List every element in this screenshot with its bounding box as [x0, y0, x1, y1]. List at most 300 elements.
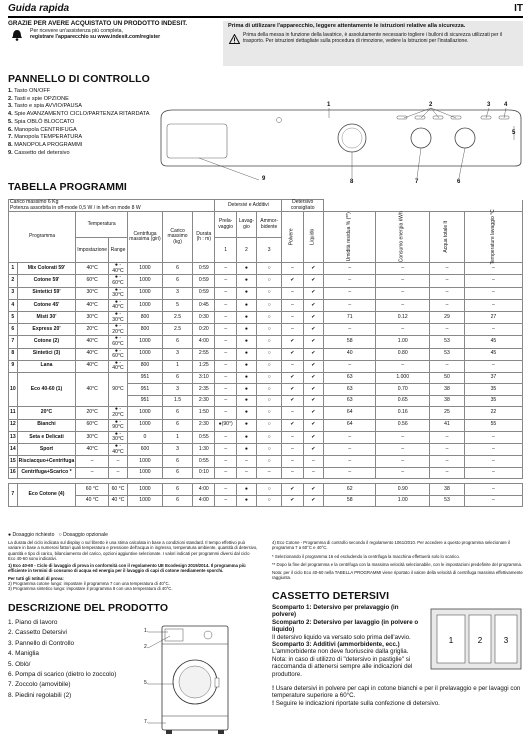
table-row [9, 311, 523, 323]
table-cell: 40°C [76, 263, 109, 275]
table-cell: ○ [256, 287, 281, 299]
table-cell: 0:55 [193, 431, 215, 443]
callout-3: 3 [487, 102, 491, 108]
table-cell: – [464, 495, 522, 507]
table-cell: 2:55 [193, 348, 215, 360]
table-cell: 30°C [76, 431, 109, 443]
table-cell: ● [236, 484, 256, 496]
table-cell: 38 [430, 484, 465, 496]
header-energy: Consumo energia kWh [376, 212, 430, 263]
table-cell: – [376, 275, 430, 287]
registration-title: GRAZIE PER AVERE ACQUISTATO UN PRODOTTO INDESIT. [8, 20, 188, 27]
table-cell: ○ [256, 484, 281, 496]
list-item: 5. Spia OBLÒ BLOCCATO [8, 118, 75, 125]
table-cell: – [282, 431, 303, 443]
table-cell: 6 [163, 495, 193, 507]
header-comp-1: 1 [215, 238, 236, 263]
header-range: Range [109, 238, 128, 263]
table-cell: 0:45 [193, 299, 215, 311]
table-cell: ● - 40°C [109, 360, 128, 372]
table-cell: 1000 [127, 419, 162, 431]
table-cell: 60°C [76, 275, 109, 287]
program-number: 9 [9, 360, 18, 372]
drawer-tablet-note: Nota: in caso di utilizzo di "detersivo in pastiglie" si raccomanda di attenersi sempre alle indicazioni del produttore. [272, 655, 413, 678]
table-cell: 0:59 [193, 275, 215, 287]
program-number: 16 [9, 467, 18, 479]
table-cell: 6 [163, 372, 193, 384]
table-cell: – [76, 467, 109, 479]
table-cell: – [215, 311, 236, 323]
table-cell: ○ [256, 360, 281, 372]
table-cell: ✔ [303, 275, 323, 287]
table-cell: – [215, 348, 236, 360]
program-name: Eco 40-60 (1) [17, 372, 76, 407]
table-cell: 1000 [127, 467, 162, 479]
table-cell: 62 [324, 484, 376, 496]
table-cell: – [282, 287, 303, 299]
table-cell: ✔ [303, 431, 323, 443]
table-cell: 3:10 [193, 372, 215, 384]
safety-notice-body: Prima della messa in funzione della lavatrice, è assolutamente necessario togliere i bulloni di sicurezza utilizzati per il trasporto. Per istruzioni dettagliate sulla procedura di rimozione, vedere la Istruzioni per l'installazione. [243, 32, 503, 45]
table-cell: 3 [163, 287, 193, 299]
table-cell: 38 [430, 384, 465, 396]
program-number: 2 [9, 275, 18, 287]
table-cell: – [324, 360, 376, 372]
table-cell: 63 [324, 395, 376, 407]
table-cell: – [215, 407, 236, 419]
header-temperature: Temperatura [76, 212, 128, 238]
illus-callout-1: 1. [144, 628, 149, 634]
program-number: 12 [9, 419, 18, 431]
table-cell: – [376, 456, 430, 468]
table-cell: ● [236, 324, 256, 336]
table-cell: 30°C [76, 311, 109, 323]
table-cell: – [324, 443, 376, 455]
svg-text:1: 1 [448, 636, 454, 645]
table-cell: ✔ [303, 336, 323, 348]
table-cell: 0.70 [376, 384, 430, 396]
table-cell: – [324, 324, 376, 336]
table-cell: ● - 40°C [109, 263, 128, 275]
caption-power: Potenza assorbita in off-mode 0,5 W / in left-on mode 8 W [10, 204, 141, 211]
table-cell: 1:50 [193, 407, 215, 419]
table-cell: 1:30 [193, 443, 215, 455]
table-cell: ● [236, 372, 256, 384]
illus-callout-7: 7. [144, 719, 149, 725]
list-item: 2. Tasti e spie OPZIONE [8, 95, 69, 102]
header-powder: Polvere [282, 212, 303, 263]
table-cell: ✔ [303, 443, 323, 455]
table-row [9, 456, 523, 468]
table-cell: 60°C [76, 419, 109, 431]
table-cell: – [376, 467, 430, 479]
program-table [8, 199, 523, 507]
table-cell: – [430, 263, 465, 275]
program-name: Sport [17, 443, 76, 455]
table-cell: – [324, 275, 376, 287]
registration-link[interactable]: registrare l'apparecchio su www.indesit.com/register [30, 34, 161, 41]
table-row [9, 372, 523, 384]
detergent-drawer-illustration [429, 603, 523, 673]
table-cell: ● - 30°C [109, 431, 128, 443]
note-humidity: ** Dopo la fine del programma e la centrifuga con la massima velocità selezionabile, con le impostazioni predefinite del programma. [272, 561, 523, 567]
table-cell: ✔ [303, 419, 323, 431]
table-row [9, 263, 523, 275]
table-cell: 40 °C [109, 495, 128, 507]
callout-8: 8 [350, 179, 354, 185]
table-cell: ○ [256, 456, 281, 468]
table-cell: 1.00 [376, 336, 430, 348]
list-item: 7. Manopola TEMPERATURA [8, 134, 83, 141]
table-cell: ✔ [303, 348, 323, 360]
table-cell: 5 [163, 299, 193, 311]
header-setting: Impostazione [76, 238, 109, 263]
list-item: 6. Pompa di scarico (dietro lo zoccolo) [8, 671, 117, 679]
table-cell: ○ [256, 263, 281, 275]
list-item: 1. Piano di lavoro [8, 619, 58, 626]
table-caption [9, 200, 215, 212]
table-cell: ✔ [282, 275, 303, 287]
table-cell: 800 [127, 324, 162, 336]
table-cell: 0 [127, 431, 162, 443]
header-water: Acqua totale lt [430, 212, 465, 263]
table-cell: ✔ [303, 495, 323, 507]
table-cell: 1 [163, 360, 193, 372]
table-cell: – [324, 299, 376, 311]
program-number: 7 [9, 484, 18, 507]
table-cell: 1000 [127, 484, 162, 496]
table-cell: – [236, 467, 256, 479]
table-cell: – [324, 431, 376, 443]
table-cell: ● [236, 443, 256, 455]
table-cell: 0:30 [193, 311, 215, 323]
table-cell: – [215, 299, 236, 311]
table-cell: ✔ [303, 395, 323, 407]
program-name: Cotone 59' [17, 275, 76, 287]
table-cell: ✔ [303, 407, 323, 419]
table-cell: 0:10 [193, 467, 215, 479]
table-cell: ● [236, 311, 256, 323]
table-cell: ● - 30°C [109, 287, 128, 299]
table-cell: 41 [430, 419, 465, 431]
table-cell: – [215, 431, 236, 443]
table-cell: 22 [464, 407, 522, 419]
drawer-heading: CASSETTO DETERSIVI [272, 590, 390, 602]
table-cell: ● [236, 495, 256, 507]
table-row [9, 484, 523, 496]
table-cell: ● - 30°C [109, 311, 128, 323]
table-cell: 20°C [76, 324, 109, 336]
list-item: 5. Oblò/ [8, 660, 31, 668]
table-cell: ● [236, 431, 256, 443]
header-comp-3: 3 [256, 238, 281, 263]
program-name: Bianchi [17, 419, 76, 431]
list-item: 8. MANOPOLA PROGRAMMI [8, 141, 83, 148]
table-cell: 6 [163, 407, 193, 419]
table-cell: ✔ [303, 299, 323, 311]
drawer-tips [272, 685, 523, 707]
table-cell: 2.5 [163, 311, 193, 323]
program-name: Centrifuga+Scarico * [17, 467, 76, 479]
table-cell: 58 [324, 336, 376, 348]
table-cell: 1.000 [376, 372, 430, 384]
table-cell: 45 [464, 348, 522, 360]
note-cotton-long: 2) Programma cotone lungo: impostare il programma 7 con una temperatura di 40°C. [8, 581, 170, 587]
table-cell: 6 [163, 456, 193, 468]
table-cell: 40°C [76, 372, 109, 407]
note-labs: Per tutti gli Istituti di prova: [8, 575, 64, 581]
table-cell: ○ [256, 372, 281, 384]
table-cell: 3 [163, 348, 193, 360]
table-cell: – [282, 467, 303, 479]
header-softener: Ammor-bidente [256, 212, 281, 238]
drawer-comp-3-note: L'ammorbidente non deve fuoriuscire dalla griglia. [272, 648, 409, 656]
table-cell: 63 [324, 384, 376, 396]
table-cell: – [282, 299, 303, 311]
table-cell: – [282, 311, 303, 323]
table-cell: – [464, 456, 522, 468]
callout-9: 9 [262, 176, 266, 182]
control-panel-heading: PANNELLO DI CONTROLLO [8, 73, 150, 85]
table-cell: 800 [127, 311, 162, 323]
table-cell: ● - 90°C [109, 419, 128, 431]
table-cell: – [215, 395, 236, 407]
table-cell: ✔ [303, 372, 323, 384]
table-cell: ✔ [303, 484, 323, 496]
callout-5: 5 [512, 130, 516, 136]
legend-optional: Dosaggio opzionale [63, 532, 108, 538]
table-cell: 27 [464, 311, 522, 323]
table-cell: 0.56 [376, 419, 430, 431]
table-cell: – [430, 324, 465, 336]
table-cell: ● [236, 407, 256, 419]
table-cell: 1:25 [193, 360, 215, 372]
table-cell: 40 [324, 348, 376, 360]
drawer-comp-1: Scomparto 1: Detersivo per prelavaggio (in polvere) [272, 604, 399, 619]
table-cell: – [376, 360, 430, 372]
table-cell: – [215, 263, 236, 275]
table-cell: ● [236, 395, 256, 407]
table-cell: 3 [163, 443, 193, 455]
info-icon: ! [272, 699, 275, 707]
table-cell: 1000 [127, 407, 162, 419]
table-cell: 35 [464, 395, 522, 407]
table-cell: – [324, 263, 376, 275]
callout-4: 4 [504, 102, 508, 108]
table-cell: – [464, 263, 522, 275]
table-cell: ✔ [303, 360, 323, 372]
table-cell: ● [236, 419, 256, 431]
note-synthetic-long: 3) Programma sintetico lungo: impostare il programma 8 con una temperatura di 40°C. [8, 586, 173, 592]
callout-2: 2 [429, 102, 433, 108]
table-cell: ○ [256, 299, 281, 311]
note-eco-cotton: 4) Eco Cotone - Programma di controllo secondo il regolamento 1061/2010. Per accedere a questo programma selezionare il programma 7 a 60°C e 40°C. [272, 540, 510, 551]
table-row [9, 275, 523, 287]
table-cell: – [215, 443, 236, 455]
table-cell: – [282, 407, 303, 419]
notes-right [272, 540, 523, 581]
table-cell: – [376, 287, 430, 299]
table-cell: ● [236, 299, 256, 311]
table-cell: – [464, 431, 522, 443]
table-cell: 2:30 [193, 395, 215, 407]
table-cell: 0.12 [376, 311, 430, 323]
table-cell: – [430, 275, 465, 287]
header-spin: Centrifuga massima (giri) [127, 212, 162, 263]
program-name: Misti 30' [17, 311, 76, 323]
table-row [9, 467, 523, 479]
table-cell: ● - 40°C [109, 443, 128, 455]
required-dose-icon: ● [8, 532, 12, 538]
table-cell: – [376, 324, 430, 336]
table-row [9, 431, 523, 443]
table-cell: – [464, 484, 522, 496]
table-cell: 1000 [127, 287, 162, 299]
table-cell: 6 [163, 419, 193, 431]
table-cell: – [376, 431, 430, 443]
table-cell: – [215, 287, 236, 299]
note-eco: 1) Eco 40-60 - Ciclo di lavaggio di prova in conformità con il regolamento UE Ecodesign 2019/2014. Il programma più efficiente in termini di consumo di acqua ed energia per il lavaggio di capi di cotone mediamente sporchi. [8, 563, 246, 574]
table-cell: ○ [256, 336, 281, 348]
table-cell: 45 [464, 336, 522, 348]
table-row [9, 336, 523, 348]
program-number: 14 [9, 443, 18, 455]
drawer-comp-2-note: Il detersivo liquido va versato solo prima dell'avvio. [272, 633, 411, 641]
table-cell: – [464, 360, 522, 372]
table-legend [8, 532, 108, 538]
program-number: 6 [9, 324, 18, 336]
table-row [9, 299, 523, 311]
table-cell: – [430, 431, 465, 443]
table-cell: 0.90 [376, 484, 430, 496]
table-cell: 90°C [109, 372, 128, 407]
table-cell: 0:55 [193, 456, 215, 468]
table-cell: ○ [256, 348, 281, 360]
table-cell: 951 [127, 372, 162, 384]
program-name: Seta e Delicati [17, 431, 76, 443]
table-cell: – [256, 467, 281, 479]
registration-text [30, 28, 210, 41]
table-cell: ● [236, 348, 256, 360]
warning-icon [229, 34, 240, 44]
table-cell: – [282, 360, 303, 372]
table-cell: ✔ [282, 372, 303, 384]
table-cell: – [215, 467, 236, 479]
table-cell: – [464, 275, 522, 287]
table-cell: ○ [256, 324, 281, 336]
drawer-text [272, 604, 422, 678]
table-row [9, 443, 523, 455]
table-cell: – [215, 484, 236, 496]
table-cell: – [109, 456, 128, 468]
washing-machine-illustration [140, 620, 235, 738]
table-cell: – [464, 443, 522, 455]
table-cell: ✔ [282, 336, 303, 348]
table-cell: – [282, 263, 303, 275]
table-cell: ○ [256, 419, 281, 431]
table-cell: 3 [163, 384, 193, 396]
table-cell: ○ [256, 407, 281, 419]
table-cell: 1000 [127, 336, 162, 348]
table-cell: ● [236, 275, 256, 287]
program-number: 11 [9, 407, 18, 419]
table-cell: 58 [324, 495, 376, 507]
table-cell: ● - 20°C [109, 407, 128, 419]
drawer-tip-1: ! Usare detersivi in polvere per capi in cotone bianchi e per il prelavaggio e per lavaggi con temperature superiore a 60°C. [272, 685, 521, 700]
table-cell: ● - 40°C [109, 299, 128, 311]
table-cell: 40°C [76, 299, 109, 311]
svg-text:3: 3 [503, 636, 509, 645]
table-cell: – [303, 456, 323, 468]
list-item: 3. Tasto e spia AVVIO/PAUSA [8, 103, 83, 110]
table-cell: 6 [163, 263, 193, 275]
header-detergents: Detersivi e Additivi [215, 200, 282, 212]
program-name: Cotone 45' [17, 299, 76, 311]
table-cell: 0.80 [376, 348, 430, 360]
table-cell: – [464, 467, 522, 479]
drawer-comp-2: Scomparto 2: Detersivo per lavaggio (in polvere o liquido) [272, 618, 419, 634]
table-cell: 71 [324, 311, 376, 323]
table-cell: 951 [127, 384, 162, 396]
table-cell: – [430, 467, 465, 479]
table-cell: 53 [430, 348, 465, 360]
list-item: 1. Tasto ON/OFF [8, 88, 51, 94]
table-row [9, 324, 523, 336]
table-cell: 40 °C [76, 495, 109, 507]
table-cell: 63 [324, 372, 376, 384]
table-cell: 64 [324, 407, 376, 419]
table-cell: ✔ [282, 419, 303, 431]
table-cell: 1 [163, 431, 193, 443]
program-number: 10 [9, 372, 18, 407]
table-cell: – [464, 287, 522, 299]
table-cell: 1000 [127, 456, 162, 468]
callout-7: 7 [415, 179, 419, 185]
table-cell: – [430, 360, 465, 372]
table-cell: 53 [430, 495, 465, 507]
list-item: 4. Spie AVANZAMENTO CICLO/PARTENZA RITARDATA [8, 111, 150, 118]
table-cell: ● [236, 263, 256, 275]
table-cell: – [430, 443, 465, 455]
header-liquid: Liquido [303, 212, 323, 263]
caption-load: Carico massimo 6 Kg [10, 199, 59, 205]
table-cell: 0:20 [193, 324, 215, 336]
list-item: 7. Zoccolo (amovibile) [8, 681, 71, 689]
table-cell: – [430, 299, 465, 311]
table-cell: 0:59 [193, 287, 215, 299]
table-cell: – [215, 336, 236, 348]
program-table-heading: TABELLA PROGRAMMI [8, 181, 127, 193]
table-cell: 1.00 [376, 495, 430, 507]
table-cell: ●(90°) [215, 419, 236, 431]
table-cell: – [215, 324, 236, 336]
table-cell: – [109, 467, 128, 479]
table-cell: ○ [256, 495, 281, 507]
table-cell: ● [236, 287, 256, 299]
table-row [9, 495, 523, 507]
table-cell: 2:30 [193, 419, 215, 431]
drawer-comp-3: Scomparto 3: Additivi (ammorbidente, ecc.) [272, 641, 400, 649]
program-number: 4 [9, 299, 18, 311]
table-cell: ✔ [303, 324, 323, 336]
product-heading: DESCRIZIONE DEL PRODOTTO [8, 602, 169, 614]
table-cell: 0:59 [193, 263, 215, 275]
safety-notice-title: Prima di utilizzare l'apparecchio, leggere attentamente le istruzioni relative alla sicurezza. [228, 23, 466, 29]
table-cell: – [376, 443, 430, 455]
program-name: 20°C [17, 407, 76, 419]
list-item: 6. Manopola CENTRIFUGA [8, 126, 77, 133]
header-wash: Lavag-gio [236, 212, 256, 238]
